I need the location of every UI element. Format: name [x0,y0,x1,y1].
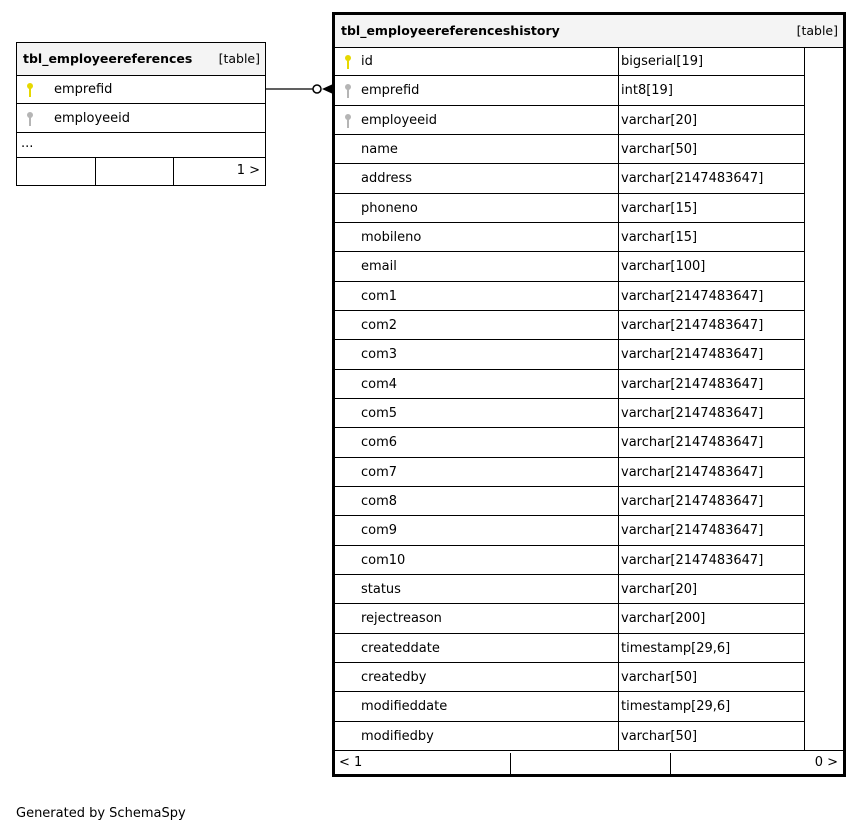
cell-divider [618,487,619,515]
cell-divider [618,692,619,720]
cell-divider [618,282,619,310]
cell-divider [618,164,619,192]
column-type: varchar[2147483647] [621,552,764,568]
column-type: varchar[2147483647] [621,376,764,392]
column-type: varchar[2147483647] [621,406,764,421]
footer-divider [510,753,511,777]
column-name: phoneno [361,200,418,216]
cell-divider [618,399,619,427]
table-header [17,43,265,76]
column-row [335,76,805,105]
column-type: varchar[2147483647] [621,171,764,187]
column-row [335,311,805,340]
foreign-key-icon [27,112,33,126]
cell-divider [618,546,619,574]
column-name: com3 [361,347,398,363]
cell-divider [618,106,619,134]
column-name: modifiedby [361,728,434,744]
cell-divider [618,604,619,632]
cell-divider [618,76,619,104]
primary-key-icon [345,55,351,69]
column-name: email [361,259,397,275]
more-columns [17,133,265,158]
table-name: tbl_employeereferenceshistory [341,23,560,38]
column-name: employeeid [54,111,131,126]
footer-divider [670,753,671,777]
cell-divider [618,194,619,222]
column-row [335,340,805,369]
ellipsis: ... [21,136,34,151]
column-name: com5 [361,406,398,421]
cell-divider [618,47,619,75]
column-type: timestamp[29,6] [621,699,731,715]
table-kind: [table] [796,23,838,38]
table-header [335,15,843,48]
column-type: varchar[50] [621,142,698,157]
column-row [335,164,805,193]
column-row [335,194,805,223]
footer-divider [95,158,96,186]
column-name: com1 [361,288,398,304]
table-kind: [table] [218,51,260,66]
column-row [335,663,805,692]
table-tbl-employeereferences[interactable] [16,42,266,186]
column-row [335,516,805,545]
column-type: varchar[2147483647] [621,523,764,539]
children-count: 0 > [814,755,838,770]
cell-divider [618,223,619,251]
relationship-connector [265,80,337,100]
column-type: int8[19] [621,83,673,99]
column-row [335,458,805,487]
column-name: com8 [361,494,398,509]
column-row [335,546,805,575]
column-row [17,104,265,133]
column-row [335,722,805,751]
cell-divider [618,516,619,544]
column-row [335,106,805,135]
column-type: varchar[2147483647] [621,288,764,304]
column-name: mobileno [361,230,422,245]
column-name: createdby [361,670,427,685]
footer-divider [173,158,174,186]
column-type: varchar[20] [621,112,698,128]
column-name: id [361,54,373,69]
column-name: com4 [361,376,398,392]
foreign-key-icon [345,114,351,128]
cell-divider [618,663,619,691]
column-type: varchar[2147483647] [621,318,764,333]
column-type: varchar[2147483647] [621,494,764,509]
column-type: varchar[200] [621,611,706,627]
foreign-key-icon [345,84,351,98]
column-row [335,135,805,164]
column-type: varchar[50] [621,670,698,685]
column-row [335,692,805,721]
column-type: bigserial[19] [621,54,704,69]
column-type: varchar[15] [621,230,698,245]
column-row [335,252,805,281]
column-type: varchar[2147483647] [621,347,764,363]
column-name: modifieddate [361,699,448,715]
column-name: emprefid [54,82,113,97]
column-name: com2 [361,318,398,333]
column-name: address [361,171,413,187]
column-row [335,634,805,663]
column-type: varchar[100] [621,259,706,275]
column-type: varchar[2147483647] [621,435,764,451]
cell-divider [618,575,619,603]
column-name: name [361,142,398,157]
column-type: varchar[2147483647] [621,464,764,480]
primary-key-icon [27,83,33,97]
cell-divider [618,722,619,750]
column-name: com7 [361,464,398,480]
column-row [335,370,805,399]
column-name: com9 [361,523,398,539]
column-row [335,428,805,457]
table-tbl-employeereferenceshistory[interactable] [332,12,846,777]
column-row [335,604,805,633]
cell-divider [618,135,619,163]
column-row [335,487,805,516]
column-type: varchar[50] [621,728,698,744]
cell-divider [618,252,619,280]
children-count: 1 > [236,163,260,178]
cell-divider [618,370,619,398]
parents-count: < 1 [339,755,363,770]
cell-divider [618,428,619,456]
column-type: varchar[15] [621,200,698,216]
column-row [335,47,805,76]
cell-divider [618,340,619,368]
column-name: com6 [361,435,398,451]
column-name: rejectreason [361,611,442,627]
column-name: status [361,582,401,597]
column-row [335,223,805,252]
column-row [335,575,805,604]
cell-divider [618,311,619,339]
table-name: tbl_employeereferences [23,51,193,66]
column-row [17,75,265,104]
column-row [335,399,805,428]
cell-divider [618,458,619,486]
column-row [335,282,805,311]
column-type: varchar[20] [621,582,698,597]
column-name: employeeid [361,112,438,128]
column-name: com10 [361,552,406,568]
column-name: emprefid [361,83,420,99]
column-type: timestamp[29,6] [621,640,731,656]
cell-divider [618,634,619,662]
generated-by-label: Generated by SchemaSpy [16,806,186,821]
column-name: createddate [361,640,440,656]
